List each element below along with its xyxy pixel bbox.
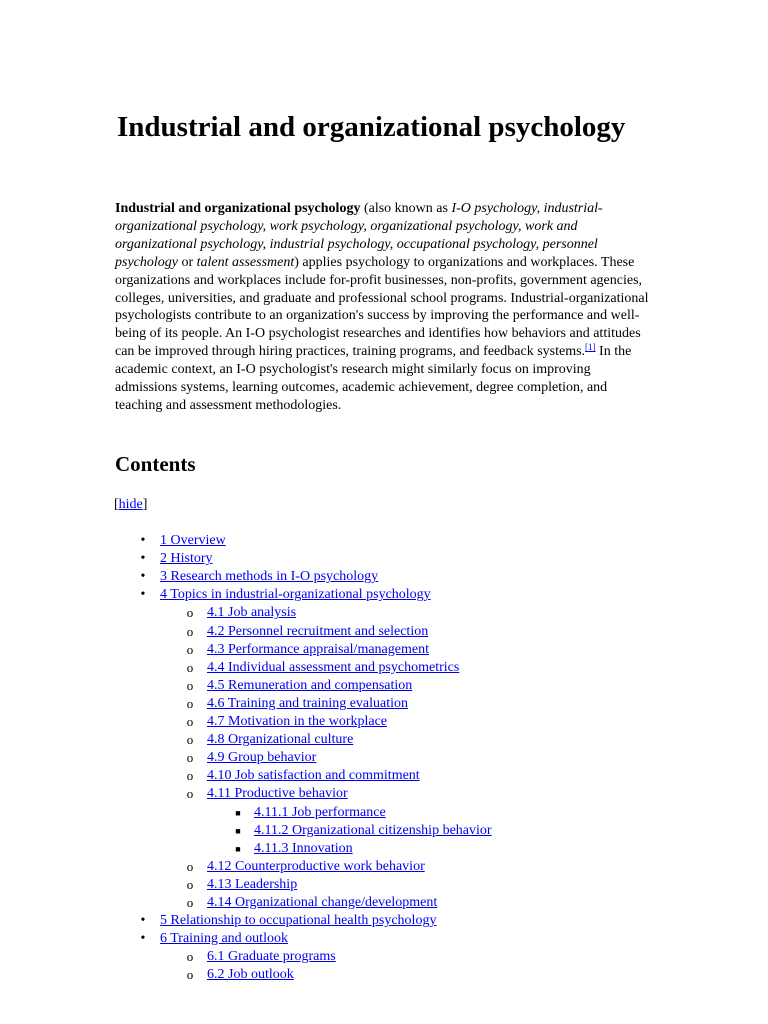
toc-item — [186, 767, 420, 785]
toc-bullet-icon: • — [140, 551, 146, 567]
toc-bullet-icon: • — [140, 569, 146, 585]
toc-link[interactable]: 1 Overview — [160, 533, 226, 548]
toc-item — [186, 623, 429, 641]
toc-item — [186, 948, 336, 966]
toc-bullet-icon: o — [186, 623, 194, 639]
toc-link[interactable]: 2 History — [160, 551, 213, 567]
toc-bullet-icon: • — [140, 913, 146, 929]
page-title: Industrial and organizational psychology — [117, 111, 626, 143]
toc-item — [140, 586, 431, 604]
toc-bullet-icon: o — [186, 695, 194, 711]
toc-link[interactable]: 4.12 Counterproductive work behavior — [207, 858, 425, 874]
toc-bullet-icon: o — [186, 732, 194, 748]
toc-item — [186, 876, 298, 894]
toc-item — [186, 677, 413, 695]
toc-link[interactable]: 4.13 Leadership — [207, 876, 298, 892]
toc-item — [186, 966, 294, 984]
toc-link[interactable]: 4.11.2 Organizational citizenship behavior — [254, 822, 492, 838]
toc-bullet-icon: o — [186, 768, 194, 784]
intro-bold-term: Industrial and organizational psychology — [115, 201, 361, 216]
toc-link[interactable]: 4.11 Productive behavior — [207, 786, 348, 802]
toc-link[interactable]: 4.1 Job analysis — [207, 605, 297, 621]
toc-toggle-bracket-close: ] — [142, 497, 148, 512]
toc-item — [186, 659, 460, 677]
toc-bullet-icon: • — [140, 587, 146, 603]
toc-item — [235, 804, 386, 822]
intro-alt-names: I-O psychology, industrial-organizational psychology, work psychology, organizational psychology, work and organizational psychology, industrial psychology, occupational psychology, personnel psychology — [115, 201, 603, 270]
toc-link[interactable]: 4.9 Group behavior — [207, 750, 317, 766]
toc-bullet-icon: o — [186, 876, 194, 892]
intro-text-3: ) applies psychology to organizations and workplaces. These organizations and workplaces include for-profit businesses, non-profits, government agencies, colleges, universities, and graduate and professional school programs. Industrial-organizational psychologists contribute to an organization's success by improving the performance and well-being of its people. An I-O psychologist researches and identifies how behaviors and attitudes can be improved through hiring practices, training programs, and feedback systems. — [115, 254, 649, 360]
toc-item — [140, 568, 379, 586]
toc-bullet-icon: ■ — [235, 843, 241, 854]
toc-item — [186, 785, 348, 803]
intro-text-4: In the academic context, an I-O psychologist's research might similarly focus on improving admissions systems, learning outcomes, academic achievement, degree completion, and teaching and assessment methodologies. — [115, 344, 632, 413]
toc-item — [235, 840, 353, 858]
toc-bullet-icon: o — [186, 677, 194, 693]
toc-item — [186, 604, 297, 622]
toc-bullet-icon: o — [186, 786, 194, 802]
intro-text-1: (also known as — [360, 201, 452, 216]
toc-item — [186, 731, 354, 749]
toc-link[interactable]: 6 Training and outlook — [160, 931, 288, 947]
reference-link-1[interactable]: [1] — [585, 342, 596, 353]
toc-item — [186, 894, 438, 912]
toc-link[interactable]: 4.8 Organizational culture — [207, 732, 354, 748]
toc-link[interactable]: 4.4 Individual assessment and psychometrics — [207, 659, 460, 675]
toc-item — [140, 912, 437, 930]
toc-item — [140, 550, 213, 568]
toc-bullet-icon: o — [186, 750, 194, 766]
intro-text-2: or — [177, 254, 197, 270]
toc-link[interactable]: 4 Topics in industrial-organizational psychology — [160, 587, 431, 603]
toc-item — [186, 695, 409, 713]
toc-bullet-icon: ■ — [235, 825, 241, 836]
toc-link[interactable]: 4.10 Job satisfaction and commitment — [207, 768, 420, 784]
toc-item — [186, 641, 429, 659]
toc-bullet-icon: o — [186, 641, 194, 657]
toc-bullet-icon: o — [186, 605, 194, 621]
toc-link[interactable]: 5 Relationship to occupational health psychology — [160, 913, 437, 929]
intro-paragraph — [115, 200, 655, 415]
toc-bullet-icon: • — [140, 533, 146, 548]
toc-toggle — [114, 496, 147, 514]
toc-link[interactable]: 4.5 Remuneration and compensation — [207, 677, 413, 693]
intro-alt-last: talent assessment — [196, 254, 295, 270]
toc-link[interactable]: 4.3 Performance appraisal/management — [207, 641, 429, 657]
toc-item — [140, 532, 226, 550]
toc-link[interactable]: 4.2 Personnel recruitment and selection — [207, 623, 429, 639]
toc-link[interactable]: 4.11.1 Job performance — [254, 804, 386, 820]
contents-heading: Contents — [115, 452, 196, 476]
toc-link[interactable]: 6.1 Graduate programs — [207, 949, 336, 965]
toc-bullet-icon: o — [186, 967, 194, 983]
toc-bullet-icon: o — [186, 895, 194, 910]
toc-item — [140, 930, 288, 948]
toc-hide-link[interactable]: hide — [118, 497, 143, 512]
toc-link[interactable]: 6.2 Job outlook — [207, 967, 294, 983]
toc-link[interactable]: 4.11.3 Innovation — [254, 840, 353, 856]
toc-item — [186, 858, 425, 876]
toc-link[interactable]: 4.6 Training and training evaluation — [207, 695, 409, 711]
toc-bullet-icon: o — [186, 659, 194, 675]
toc-toggle-bracket-open: [ — [114, 497, 119, 512]
toc-link[interactable]: 3 Research methods in I-O psychology — [160, 569, 379, 585]
toc-bullet-icon: • — [140, 931, 146, 947]
toc-item — [235, 822, 492, 840]
toc-link[interactable]: 4.14 Organizational change/development — [207, 895, 438, 910]
toc-bullet-icon: o — [186, 858, 194, 874]
toc-bullet-icon: ■ — [235, 807, 241, 818]
toc-bullet-icon: o — [186, 714, 194, 729]
toc-bullet-icon: o — [186, 949, 194, 965]
toc-item — [186, 713, 388, 731]
toc-link[interactable]: 4.7 Motivation in the workplace — [207, 714, 388, 729]
toc-item — [186, 749, 317, 767]
